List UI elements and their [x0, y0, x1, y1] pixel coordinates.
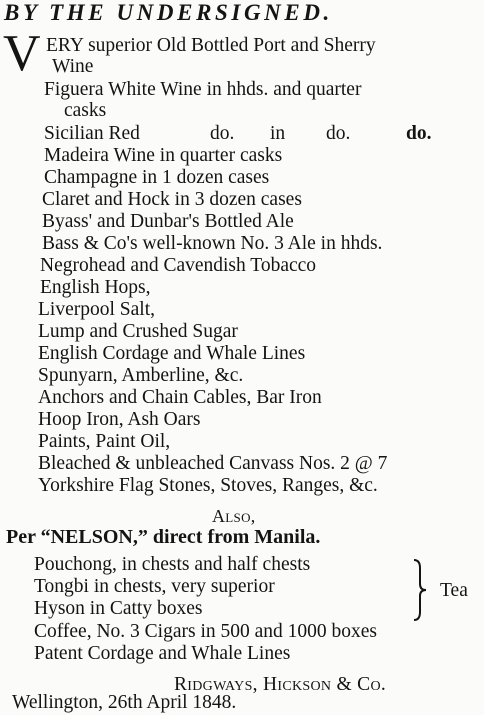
- item-line: Coffee, No. 3 Cigars in 500 and 1000 boxes: [34, 621, 378, 642]
- dateline: Wellington, 26th April 1848.: [12, 692, 237, 713]
- item-line: Paints, Paint Oil,: [38, 431, 171, 452]
- item-line: Madeira Wine in quarter casks: [44, 145, 283, 166]
- item-line: Negrohead and Cavendish Tobacco: [40, 255, 317, 276]
- curly-brace-icon: [412, 558, 428, 622]
- item-line: English Hops,: [40, 277, 151, 298]
- item-line: casks: [64, 100, 107, 121]
- also-heading: Also,: [212, 506, 256, 526]
- tea-item: Pouchong, in chests and half chests: [34, 554, 311, 575]
- tea-item: Tongbi in chests, very superior: [34, 576, 275, 597]
- ditto-mark: do.: [326, 123, 351, 144]
- item-word: in: [270, 123, 286, 144]
- item-line: Wine: [52, 56, 94, 77]
- item-line: Bass & Co's well-known No. 3 Ale in hhds.: [42, 233, 383, 254]
- item-line: Anchors and Chain Cables, Bar Iron: [38, 387, 322, 408]
- item-line: Byass' and Dunbar's Bottled Ale: [42, 211, 294, 232]
- drop-cap: V: [3, 25, 41, 82]
- signature: Ridgways, Hickson & Co.: [174, 674, 387, 695]
- heading: BY THE UNDERSIGNED.: [4, 0, 333, 25]
- ditto-mark: do.: [210, 123, 235, 144]
- item-line: English Cordage and Whale Lines: [38, 343, 306, 364]
- tea-label: Tea: [440, 580, 468, 601]
- item-line: Claret and Hock in 3 dozen cases: [42, 189, 302, 210]
- item-line: Liverpool Salt,: [38, 299, 155, 320]
- ditto-mark: do.: [406, 123, 432, 144]
- item-line: Spunyarn, Amberline, &c.: [38, 365, 244, 386]
- item-line: Sicilian Red: [44, 123, 140, 144]
- item-line: Bleached & unbleached Canvass Nos. 2 @ 7: [38, 453, 388, 474]
- item-line: Hoop Iron, Ash Oars: [38, 409, 201, 430]
- tea-item: Hyson in Catty boxes: [34, 598, 203, 619]
- item-line: Yorkshire Flag Stones, Stoves, Ranges, &c.: [38, 475, 378, 496]
- item-line: Patent Cordage and Whale Lines: [34, 643, 291, 664]
- item-line: Figuera White Wine in hhds. and quarter: [44, 79, 362, 100]
- item-line: Lump and Crushed Sugar: [38, 321, 238, 342]
- item-line: ERY superior Old Bottled Port and Sherry: [46, 35, 376, 56]
- item-line: Champagne in 1 dozen cases: [44, 167, 270, 188]
- shipment-heading: Per “NELSON,” direct from Manila.: [6, 526, 321, 548]
